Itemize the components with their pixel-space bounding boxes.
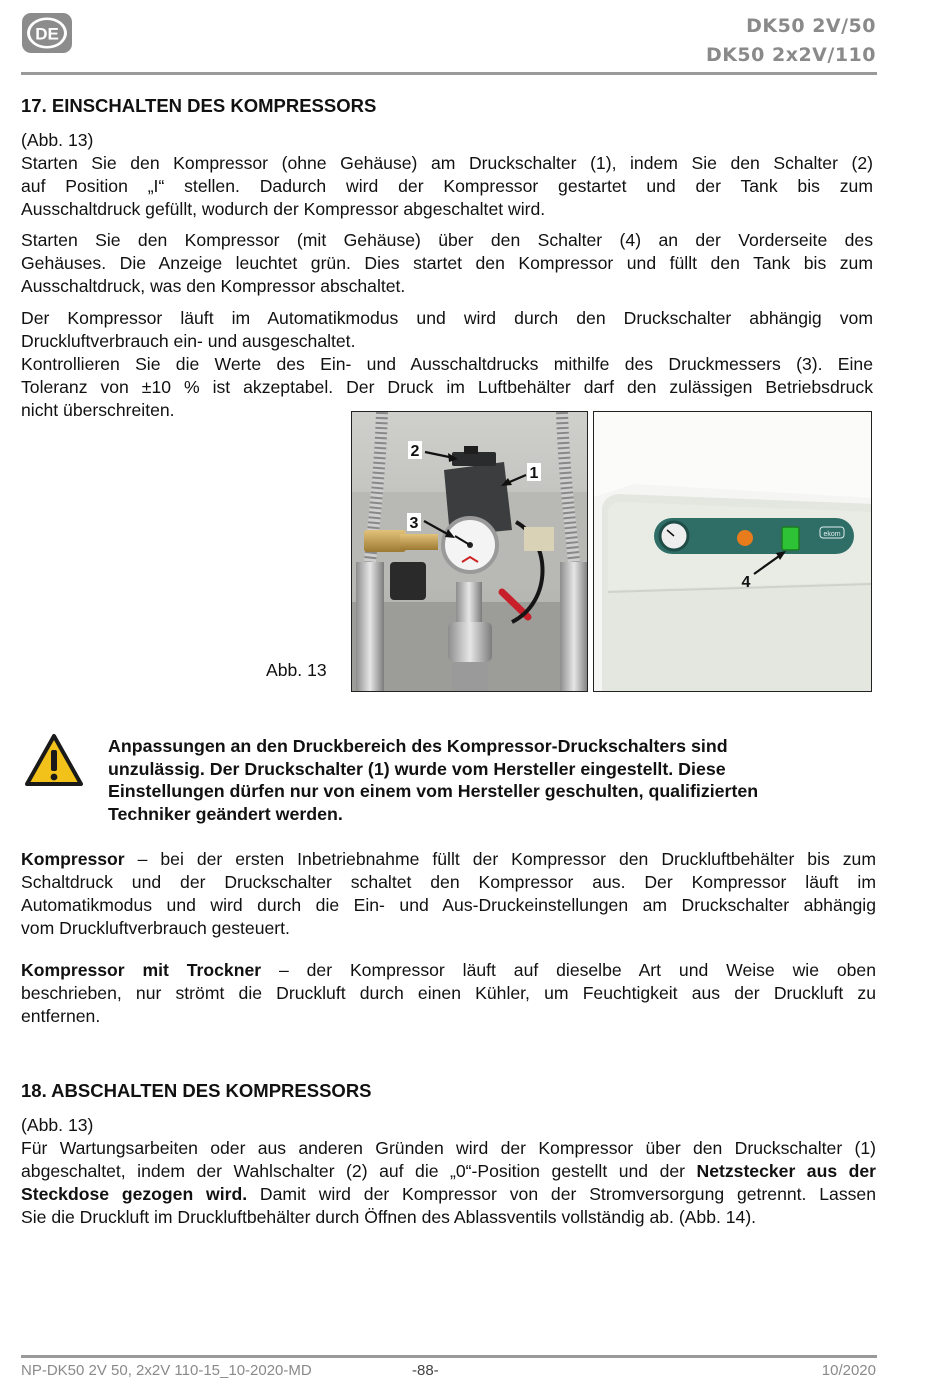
text-line: Kontrollieren Sie die Werte des Ein- und Ausschaltdrucks mithilfe des Druckmessers (3). Eine [21, 354, 873, 374]
callout-label-3: 3 [409, 515, 419, 532]
text-line: Schaltdruck und der Druckschalter schaltet den Kompressor aus. Der Kompressor läuft im [21, 872, 876, 892]
text-line: Druckluftverbrauch ein- und ausgeschaltet. [21, 331, 356, 351]
text-line: (Abb. 13) [21, 1115, 94, 1135]
footer-date: 10/2020 [821, 1362, 876, 1379]
section-17-paragraph-1 [21, 129, 873, 221]
callout-label-1: 1 [529, 465, 539, 482]
text-line: Automatikmodus und wird durch die Ein- und Aus-Druckeinstellungen am Druckschalter abhängig [21, 895, 876, 915]
text-line: Starten Sie den Kompressor (ohne Gehäuse) am Druckschalter (1), indem Sie den Schalter (2) [21, 153, 873, 173]
text-line [21, 1160, 876, 1183]
text-line: auf Position „I“ stellen. Dadurch wird der Kompressor gestartet und der Tank bis zum [21, 176, 873, 196]
text-line: nicht überschreiten. [21, 400, 175, 420]
warning-line: Anpassungen an den Druckbereich des Kompressor-Druckschalters sind [108, 736, 728, 756]
footer-page-number: -88- [412, 1362, 439, 1379]
text-line: Gehäuses. Die Anzeige leuchtet grün. Dies startet den Kompressor und füllt den Tank bis zum [21, 253, 873, 273]
bold-span: Steckdose gezogen wird. [21, 1184, 248, 1204]
photo-pressure-switch [351, 411, 588, 692]
text-line: Starten Sie den Kompressor (mit Gehäuse) über den Schalter (4) an der Vorderseite des [21, 230, 873, 250]
text-line: Sie die Druckluft im Druckluftbehälter durch Öffnen des Ablassventils vollständig ab. (Abb. 14). [21, 1207, 757, 1227]
text-span: Damit wird der Kompressor von der Stromversorgung getrennt. Lassen [247, 1184, 876, 1204]
bold-span: Netzstecker aus der [696, 1161, 876, 1181]
model-line-1: DK50 2V/50 [746, 15, 876, 37]
green-switch-indicator [782, 527, 799, 550]
pressure-switch-illustration [352, 412, 588, 692]
warning-line: unzulässig. Der Druckschalter (1) wurde vom Hersteller eingestellt. Diese [108, 758, 726, 779]
text-line: beschrieben, nur strömt die Druckluft durch einen Kühler, um Feuchtigkeit aus der Druckluft zu [21, 983, 876, 1003]
warning-line: Einstellungen dürfen nur von einem vom Hersteller geschulten, qualifizierten [108, 781, 759, 801]
text-line: vom Druckluftverbrauch gesteuert. [21, 918, 290, 938]
kompressor-paragraph [21, 848, 876, 940]
model-line-2: DK50 2x2V/110 [705, 44, 876, 66]
header-rule [21, 72, 877, 75]
language-badge-label: DE [35, 24, 59, 44]
footer-rule [21, 1355, 877, 1358]
footer-doc-id: NP-DK50 2V 50, 2x2V 110-15_10-2020-MD [21, 1362, 312, 1379]
text-line: Ausschaltdruck gefüllt, wodurch der Kompressor abgeschaltet wird. [21, 199, 546, 219]
section-17-title: 17. EINSCHALTEN DES KOMPRESSORS [21, 95, 377, 116]
warning-text [108, 735, 828, 825]
section-18-paragraph [21, 1114, 876, 1229]
language-badge [21, 12, 73, 54]
text-line: Ausschaltdruck, was den Kompressor abschaltet. [21, 276, 406, 296]
callout-label-2: 2 [410, 443, 420, 460]
text-span: – der Kompressor läuft auf dieselbe Art und Weise wie oben [261, 960, 877, 980]
text-line [21, 848, 876, 871]
text-line [21, 959, 876, 982]
text-line: Der Kompressor läuft im Automatikmodus und wird durch den Druckschalter abhängig vom [21, 308, 873, 328]
trockner-paragraph [21, 959, 876, 1028]
warning-icon [24, 733, 84, 788]
text-line: Für Wartungsarbeiten oder aus anderen Gründen wird der Kompressor über den Druckschalter (1) [21, 1138, 876, 1158]
warning-line: Techniker geändert werden. [108, 803, 343, 824]
text-line [21, 1183, 876, 1206]
callout-label-4: 4 [741, 574, 751, 591]
text-line: (Abb. 13) [21, 130, 94, 150]
trockner-lead: Kompressor mit Trockner [21, 960, 262, 980]
section-18-title: 18. ABSCHALTEN DES KOMPRESSORS [21, 1080, 372, 1101]
text-span: – bei der ersten Inbetriebnahme füllt der Kompressor den Druckluftbehälter bis zum [124, 849, 876, 869]
section-17-paragraph-2 [21, 229, 873, 298]
brand-plate: ekom [823, 531, 841, 538]
text-line: entfernen. [21, 1006, 101, 1026]
text-line: Toleranz von ±10 % ist akzeptabel. Der Druck im Luftbehälter darf den zulässigen Betriebsdruck [21, 377, 873, 397]
photo-front-panel [593, 411, 872, 692]
figure-caption: Abb. 13 [266, 660, 327, 680]
kompressor-lead: Kompressor [21, 849, 125, 869]
text-span: abgeschaltet, indem der Wahlschalter (2) auf die „0“-Position gestellt und der [21, 1161, 697, 1181]
front-panel-illustration [594, 412, 872, 692]
section-17-paragraph-3 [21, 307, 873, 422]
orange-button [737, 530, 753, 546]
